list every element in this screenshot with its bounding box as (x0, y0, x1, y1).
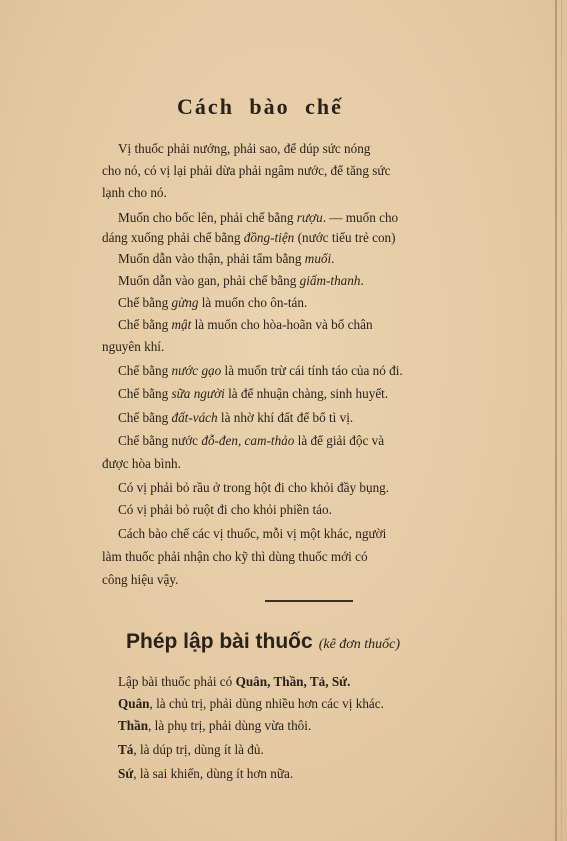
text-line: Lập bài thuốc phải có Quân, Thần, Tả, Sứ. (118, 674, 351, 689)
text-line: dáng xuống phải chế bằng đồng-tiện (nước tiểu trẻ con) (102, 230, 396, 245)
list-item: Quân, là chủ trị, phải dùng nhiều hơn các vị khác. (118, 696, 384, 711)
text-line: Có vị phải bỏ ruột đi cho khỏi phiền táo. (118, 502, 332, 517)
text-line: Muốn cho bốc lên, phải chế bằng rượu. — muốn cho (118, 210, 399, 225)
list-item: Thần, là phụ trị, phải dùng vừa thôi. (118, 718, 312, 733)
section-divider (265, 600, 353, 602)
text-line: Vị thuốc phải nướng, phải sao, để dúp sức nóng (118, 141, 371, 156)
text-line: Chế bằng đất-vách là nhờ khí đất để bổ tì vị. (118, 410, 354, 425)
text-line: Muốn dẫn vào thận, phải tẩm bằng muối. (118, 251, 335, 266)
text-line: lạnh cho nó. (102, 185, 167, 200)
section-heading: Phép lập bài thuốc (kê đơn thuốc) (126, 630, 401, 653)
text-line: Cách bào chế các vị thuốc, mỗi vị một khác, người (118, 526, 387, 541)
text-line: Chế bằng nước đỗ-đen, cam-thảo là để giải độc và (118, 433, 385, 448)
book-spine-edge (561, 0, 562, 841)
book-spine-shadow (555, 0, 557, 841)
text-line: Muốn dẫn vào gan, phải chế bằng giấm-thanh. (118, 273, 364, 288)
text-line: Chế bằng nước gạo là muốn trừ cái tính táo của nó đi. (118, 363, 403, 378)
section-heading-sub: (kê đơn thuốc) (318, 637, 401, 652)
text-line: làm thuốc phải nhận cho kỹ thì dùng thuốc mới có (102, 549, 368, 564)
text-line: Chế bằng mật là muốn cho hòa-hoãn và bổ chân (118, 317, 373, 332)
text-line: Chế bằng sữa người là để nhuận chàng, sinh huyết. (118, 386, 389, 401)
list-item: Sứ, là sai khiến, dùng ít hơn nữa. (118, 766, 294, 781)
text-line: được hòa bình. (102, 456, 181, 471)
text-line: công hiệu vậy. (102, 572, 179, 587)
page-title: Cách bào chế (177, 94, 343, 119)
text-line: Chế bằng gừng là muốn cho ôn-tán. (118, 295, 308, 310)
text-line: Có vị phải bỏ rầu ở trong hột đi cho khỏi đầy bụng. (118, 480, 390, 495)
text-line: cho nó, có vị lại phải dừa phải ngâm nước, để tăng sức (102, 163, 391, 178)
text-line: nguyên khí. (102, 339, 165, 354)
list-item: Tá, là dúp trị, dùng ít là đủ. (118, 742, 264, 757)
